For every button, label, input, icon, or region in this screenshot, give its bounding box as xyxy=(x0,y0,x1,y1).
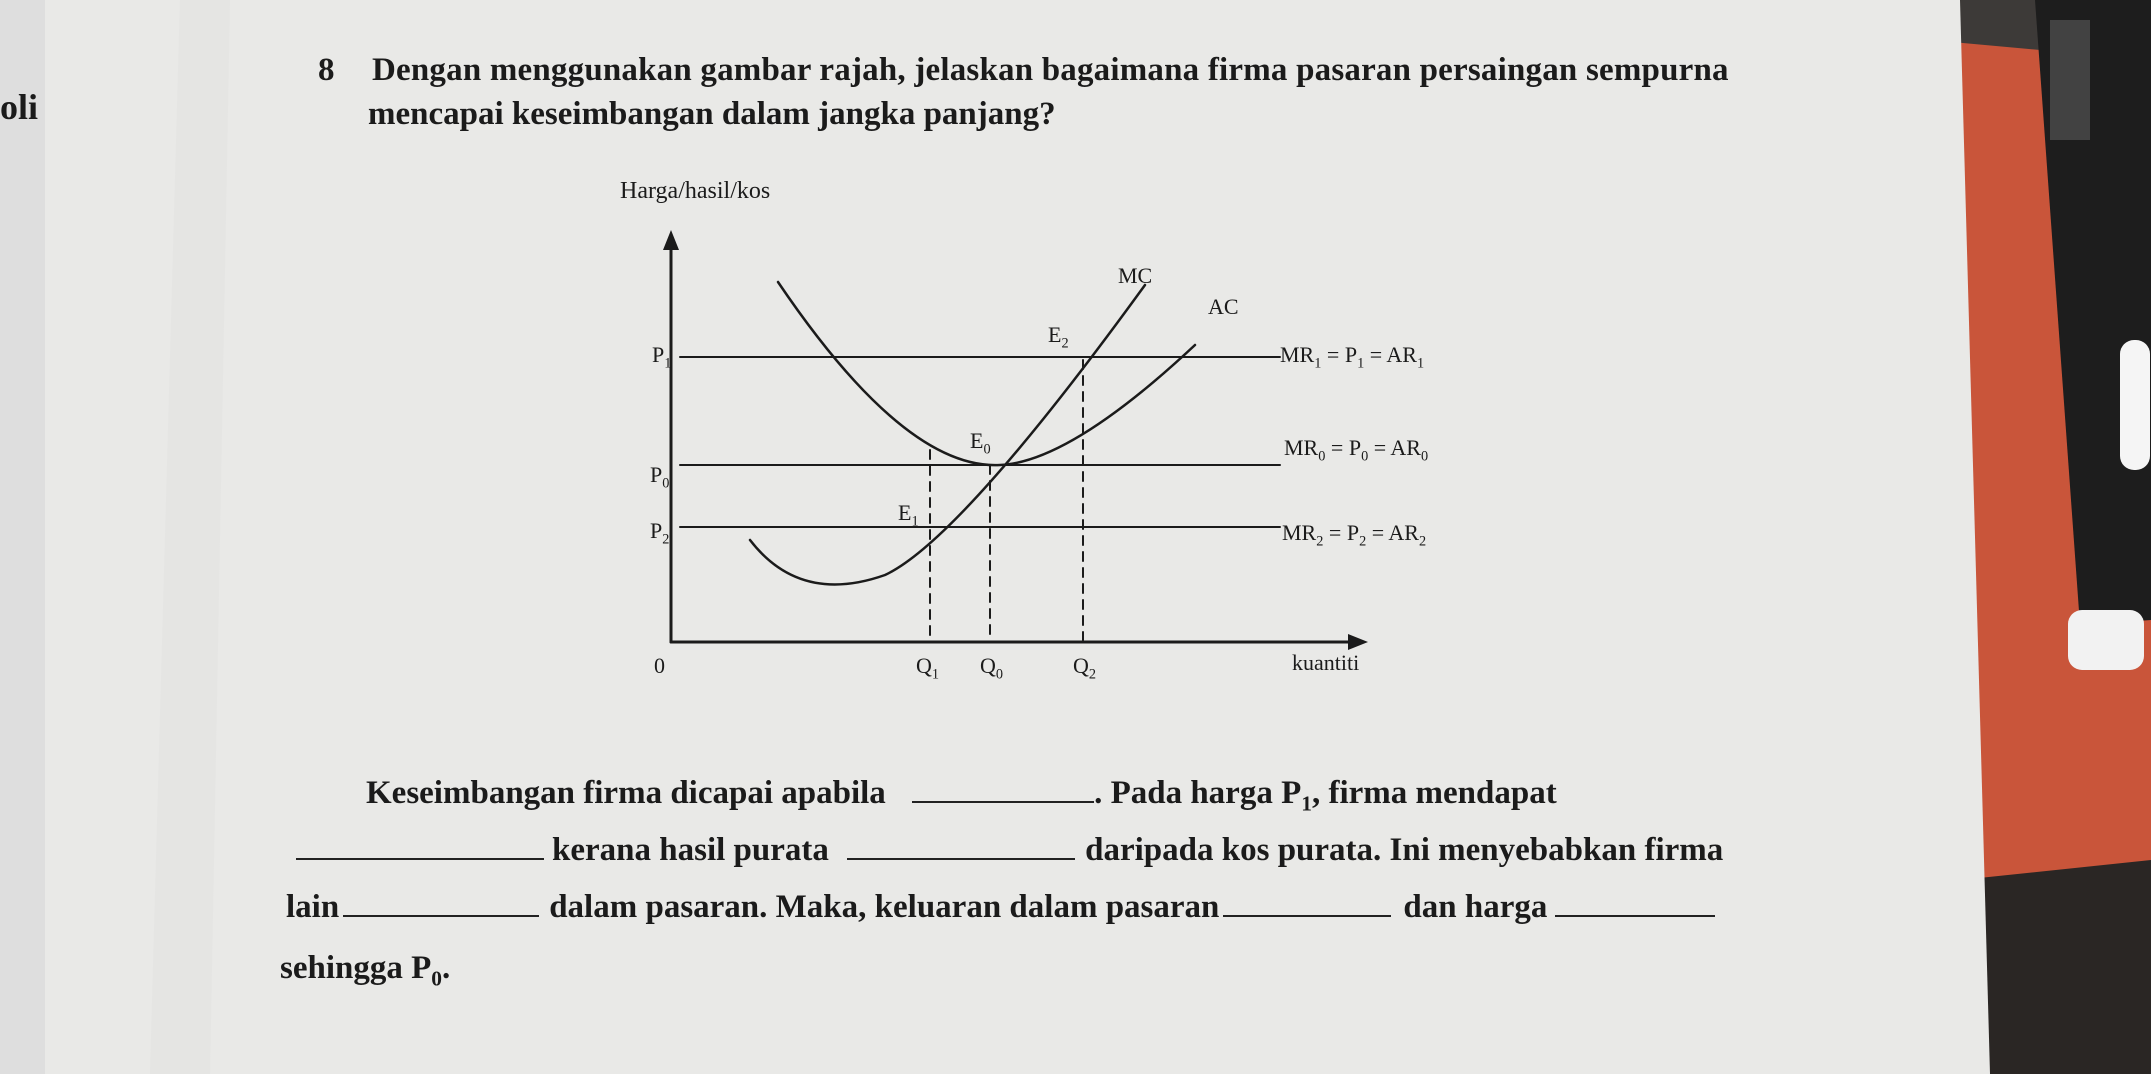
fill-line-1-mid: . Pada harga P xyxy=(1094,775,1302,811)
q2-label: $Q_2$ xyxy=(1073,653,1097,683)
q1-label: $Q_1$ xyxy=(916,653,940,683)
q0-label: $Q_0$ xyxy=(980,653,1004,683)
p2-label: $P_2$ xyxy=(650,518,670,548)
blank-1[interactable] xyxy=(912,775,1094,803)
blank-4[interactable] xyxy=(343,889,539,917)
question-line-1: Dengan menggunakan gambar rajah, jelaskan bagaimana firma pasaran persaingan sempurna xyxy=(372,52,1729,88)
mr2-line-label: $MR_2 = P_2 = AR_2$ xyxy=(1282,520,1427,550)
fill-line-1-end: , firma mendapat xyxy=(1311,775,1557,811)
fill-line-2-end: daripada kos purata. Ini menyebabkan firma xyxy=(1085,832,1724,868)
fill-line-3-end: dan harga xyxy=(1403,889,1548,925)
blank-6[interactable] xyxy=(1555,889,1715,917)
question-line-2: mencapai keseimbangan dalam jangka panjang? xyxy=(368,96,1056,132)
e1-point-label: $E_1$ xyxy=(898,500,919,530)
fill-line-1-start: Keseimbangan firma dicapai apabila xyxy=(366,775,886,811)
y-axis-label: Harga/hasil/kos xyxy=(620,178,771,204)
blank-3[interactable] xyxy=(847,832,1075,860)
mr1-line-label: $MR_1 = P_1 = AR_1$ xyxy=(1280,342,1425,372)
question-number: 8 xyxy=(318,52,335,88)
e2-point-label: $E_2$ xyxy=(1048,322,1069,352)
fill-line-1: Keseimbangan firma dicapai apabila . Pada harga $P_1$, firma mendapat xyxy=(366,775,1557,816)
fill-line-2 xyxy=(296,832,1723,869)
fill-line-2-start: kerana hasil purata xyxy=(552,832,829,868)
margin-fragment: oli xyxy=(0,87,39,127)
p1-label: $P_1$ xyxy=(652,342,672,372)
p0-label: $P_0$ xyxy=(650,462,670,492)
blank-2[interactable] xyxy=(296,832,544,860)
fill-line-3-start: lain xyxy=(286,889,340,925)
fill-line-3-mid: dalam pasaran. Maka, keluaran dalam pasaran xyxy=(549,889,1220,925)
blank-5[interactable] xyxy=(1223,889,1391,917)
fill-line-4: sehingga $P_0$. xyxy=(280,950,451,991)
mr0-line-label: $MR_0 = P_0 = AR_0$ xyxy=(1284,435,1429,465)
origin-label: 0 xyxy=(654,653,665,678)
ac-label: AC xyxy=(1208,294,1239,319)
mc-label: MC xyxy=(1118,263,1153,288)
x-axis-label: kuantiti xyxy=(1292,650,1360,675)
e0-point-label: $E_0$ xyxy=(970,428,991,458)
fill-line-3 xyxy=(286,889,1715,926)
